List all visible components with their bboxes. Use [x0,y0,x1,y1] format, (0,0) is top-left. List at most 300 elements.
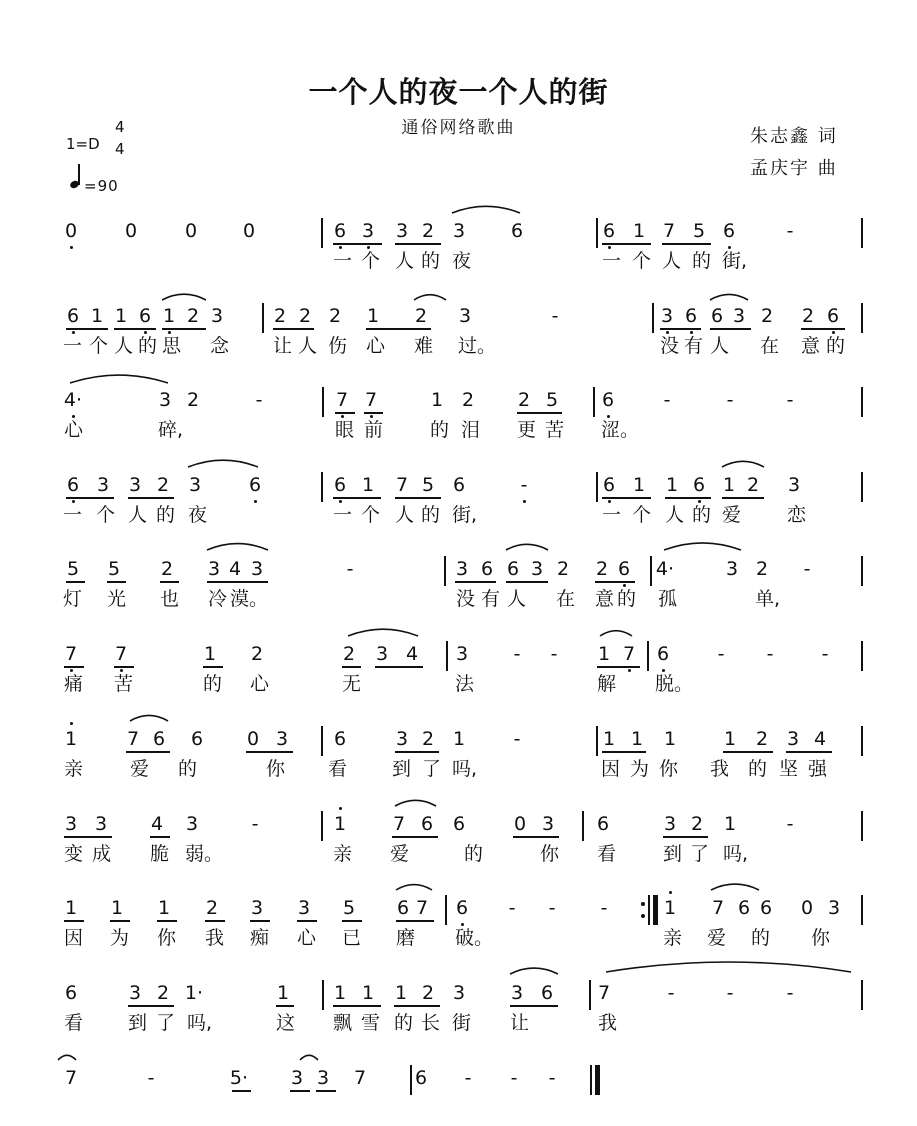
score-note: 2 [186,389,200,411]
score-note: 5 [342,897,356,919]
score-note: 7 [353,1067,367,1089]
beam-underline [506,581,548,583]
lyric-syllable: 的 [692,250,712,272]
score-note: 2 [298,305,312,327]
lyric-syllable: 的 [430,419,450,441]
score-note: 6 [396,897,410,919]
lyric-syllable: 让 [273,335,293,357]
score-note: 3 [660,305,674,327]
score-note: 3 [787,474,801,496]
octave-dot-below [832,331,835,334]
bar-line [321,472,323,502]
lyric-syllable: 雪 [361,1012,381,1034]
score-note: 0 [246,728,260,750]
octave-dot-below [168,331,171,334]
beam-underline [157,920,177,922]
beam-underline [162,328,206,330]
score-note: 6 [826,305,840,327]
beam-underline [64,920,84,922]
tie-slur [70,375,168,383]
lyric-syllable: 有 [481,588,501,610]
score-note: 1 [723,728,737,750]
score-note: 6 [759,897,773,919]
final-thin-bar [590,1065,592,1095]
lyric-syllable: 的 [464,843,484,865]
bar-line [410,1065,412,1095]
repeat-thin-bar [648,895,650,925]
tie-slur [510,968,558,974]
lyric-syllable: 个 [361,250,381,272]
score-note: 6 [722,220,736,242]
score-note: 1 [630,728,644,750]
bar-line [861,811,863,841]
score-note: 0 [800,897,814,919]
score-note: 4 [813,728,827,750]
score-note: 6 [656,643,670,665]
score-note: 6 [602,474,616,496]
repeat-dot [641,914,645,918]
lyric-syllable: 你 [811,927,831,949]
lyric-syllable: 飘 [333,1012,353,1034]
octave-dot-below [120,669,123,672]
score-note: 2 [156,474,170,496]
score-note: 3 [250,897,264,919]
score-note: 2 [250,643,264,665]
score-note: 4 [150,813,164,835]
lyric-syllable: 人 [114,335,134,357]
lyric-syllable: 人 [507,588,527,610]
lyric-syllable: 无 [342,673,362,695]
tie-slur [664,543,741,550]
tie-slur [710,294,748,300]
score-note: - [726,389,734,411]
lyric-syllable: 长 [421,1012,441,1034]
beam-underline [366,328,431,330]
beam-underline [66,497,114,499]
score-note: 5 [66,558,80,580]
score-note: 3 [297,897,311,919]
composer-credit: 孟庆宇 曲 [750,158,838,179]
score-note: 2 [414,305,428,327]
beam-underline [205,920,225,922]
score-note: 3 [361,220,375,242]
score-note: 2 [186,305,200,327]
octave-dot-below [698,500,701,503]
score-note: - [786,813,794,835]
final-thick-bar [595,1065,600,1095]
tie-slur [348,629,418,636]
tie-slur [300,1055,318,1060]
lyric-syllable: 我 [710,758,730,780]
score-note: 6 [152,728,166,750]
beam-underline [455,581,496,583]
lyric-syllable: 的 [826,335,846,357]
score-note: 1 [333,982,347,1004]
beam-underline [150,836,170,838]
octave-dot-below [690,331,693,334]
tie-slur [452,206,520,213]
lyric-syllable: 个 [89,335,109,357]
score-note: 6 [452,813,466,835]
octave-dot-below [662,669,665,672]
score-note: 6 [333,220,347,242]
lyric-syllable: 强 [808,758,828,780]
octave-dot-below [666,331,669,334]
score-note: 2 [421,728,435,750]
lyric-syllable: 的 [421,504,441,526]
bar-line [589,980,591,1010]
lyric-syllable: 意 [595,588,615,610]
quarter-note-stem [78,164,80,185]
lyric-syllable: 心 [250,673,270,695]
beam-underline [375,666,423,668]
lyric-syllable: 一 [602,250,622,272]
lyric-syllable: 到 [128,1012,148,1034]
score-note: 2 [755,728,769,750]
score-note: 0 [184,220,198,242]
beam-underline [602,751,646,753]
lyric-syllable: 的 [394,1012,414,1034]
score-note: - [513,643,521,665]
bar-line [861,218,863,248]
score-note: 2 [556,558,570,580]
score-note: 3 [185,813,199,835]
score-note: 7 [622,643,636,665]
score-note: 2 [595,558,609,580]
lyric-syllable: 的 [748,758,768,780]
beam-underline [394,1005,440,1007]
lyric-syllable: 已 [342,927,362,949]
score-note: 2 [342,643,356,665]
lyric-syllable: 一 [333,250,353,272]
score-note: 2 [755,558,769,580]
score-note: - [600,897,608,919]
lyric-syllable: 为 [110,927,130,949]
lyric-syllable: 解 [597,673,617,695]
score-note: 3 [458,305,472,327]
lyric-syllable: 到 [392,758,412,780]
score-note: - [510,1067,518,1089]
octave-dot-below [72,500,75,503]
octave-dot-below [254,500,257,503]
score-note: 2 [328,305,342,327]
lyric-syllable: 到 [663,843,683,865]
beam-underline [246,751,293,753]
lyric-syllable: 恋 [787,504,807,526]
score-note: 2 [421,220,435,242]
tie-slur [130,715,168,721]
lyric-syllable: 变 [64,843,84,865]
song-subtitle: 通俗网络歌曲 [401,118,516,138]
beam-underline [335,412,355,414]
beam-underline [297,920,317,922]
score-note: - [663,389,671,411]
score-note: 3 [663,813,677,835]
score-note: 6 [602,220,616,242]
score-note: 1 [452,728,466,750]
score-note: 2 [801,305,815,327]
lyric-syllable: 人 [128,504,148,526]
score-note: 6 [601,389,615,411]
beam-underline [207,581,268,583]
beam-underline [333,243,382,245]
bar-line [861,387,863,417]
score-note: 6 [455,897,469,919]
beam-underline [597,666,640,668]
lyric-syllable: 的 [421,250,441,272]
octave-dot-below [728,246,731,249]
lyric-syllable: 人 [665,504,685,526]
score-note: 3 [375,643,389,665]
lyricist-credit: 朱志鑫 词 [750,126,838,147]
score-note: 2 [690,813,704,835]
beam-underline [114,328,156,330]
lyric-syllable: 一 [602,504,622,526]
score-note: 6 [64,982,78,1004]
lyric-syllable: 在 [556,588,576,610]
bar-line [861,303,863,333]
lyric-syllable: 人 [395,504,415,526]
tie-slur [414,295,446,300]
bar-line [596,218,598,248]
lyric-syllable: 街, [452,504,478,526]
score-note: 3 [128,982,142,1004]
lyric-syllable: 亲 [663,927,683,949]
score-note: 3 [455,558,469,580]
lyric-syllable: 法 [455,673,475,695]
beam-underline [333,1005,381,1007]
beam-underline [342,920,362,922]
lyric-syllable: 眼 [335,419,355,441]
score-note: - [551,305,559,327]
score-note: 1 [276,982,290,1004]
octave-dot-below [608,246,611,249]
bar-line [861,556,863,586]
lyric-syllable: 人 [710,335,730,357]
score-note: 1 [361,982,375,1004]
repeat-thick-bar [653,895,658,925]
score-note: 1 [723,813,737,835]
beam-underline [232,1090,251,1092]
lyric-syllable: 伤 [328,335,348,357]
score-note: 6 [420,813,434,835]
beam-underline [110,920,130,922]
key-signature: 1=D [66,135,100,153]
score-note: - [786,220,794,242]
lyric-syllable: 冷 [208,588,228,610]
octave-dot-above [669,891,672,894]
score-note: 1 [90,305,104,327]
lyric-syllable: 一 [333,504,353,526]
beam-underline [513,836,559,838]
bar-line [322,980,324,1010]
score-note: 2 [273,305,287,327]
lyric-syllable: 有 [684,335,704,357]
repeat-dot [641,902,645,906]
score-note: - [251,813,259,835]
beam-underline [786,751,832,753]
score-note: 7 [711,897,725,919]
score-note: 1 [162,305,176,327]
score-note: 3 [64,813,78,835]
lyric-syllable: 一 [63,335,83,357]
lyric-syllable: 夜 [452,250,472,272]
lyric-syllable: 坚 [779,758,799,780]
octave-dot-below [70,669,73,672]
lyric-syllable: 爱 [130,758,150,780]
beam-underline [663,836,708,838]
score-note: 3 [94,813,108,835]
lyric-syllable: 个 [361,504,381,526]
lyric-syllable: 爱 [390,843,410,865]
lyric-syllable: 这 [276,1012,296,1034]
score-note: 6 [414,1067,428,1089]
beam-underline [595,581,635,583]
lyric-syllable: 让 [510,1012,530,1034]
lyric-syllable: 了 [156,1012,176,1034]
beam-underline [395,497,441,499]
lyric-syllable: 因 [64,927,84,949]
bar-line [861,641,863,671]
octave-dot-below [339,500,342,503]
score-note: 6 [248,474,262,496]
bar-line [322,387,324,417]
beam-underline [64,836,112,838]
beam-underline [517,412,562,414]
score-note: - [508,897,516,919]
score-note: 1 [602,728,616,750]
score-note: 3 [96,474,110,496]
tie-slur [395,800,436,806]
beam-underline [273,328,314,330]
octave-dot-below [144,331,147,334]
beam-underline [602,243,651,245]
octave-dot-below [523,500,526,503]
score-note: 4 [405,643,419,665]
octave-dot-below [370,415,373,418]
bar-line [582,811,584,841]
beam-underline [710,328,751,330]
score-note: 3 [395,728,409,750]
lyric-syllable: 的 [751,927,771,949]
beam-underline [128,497,174,499]
score-note: - [726,982,734,1004]
lyric-syllable: 难 [414,335,434,357]
score-note: 7 [64,1067,78,1089]
bar-line [652,303,654,333]
beam-underline [114,666,134,668]
score-note: 7 [126,728,140,750]
score-note: 1 [430,389,444,411]
score-note: 6 [596,813,610,835]
score-note: - [766,643,774,665]
score-note: 6 [710,305,724,327]
score-note: 3 [188,474,202,496]
lyric-syllable: 吗, [452,758,478,780]
lyric-syllable: 爱 [707,927,727,949]
lyric-syllable: 痛 [64,673,84,695]
lyric-syllable: 街, [722,250,748,272]
score-note: 4· [655,558,675,580]
score-note: 7 [114,643,128,665]
bar-line [593,387,595,417]
lyric-syllable: 磨 [396,927,416,949]
score-note: 0 [64,220,78,242]
score-note: 2 [421,982,435,1004]
bar-line [861,472,863,502]
score-note: 3 [275,728,289,750]
octave-dot-below [339,246,342,249]
lyric-syllable: 亲 [64,758,84,780]
score-note: 3 [290,1067,304,1089]
beam-underline [392,836,438,838]
bar-line [444,556,446,586]
bar-line [647,641,649,671]
lyric-syllable: 的 [692,504,712,526]
beam-underline [316,1090,336,1092]
score-note: 6 [480,558,494,580]
octave-dot-above [70,722,73,725]
score-note: 6 [540,982,554,1004]
octave-dot-below [341,415,344,418]
tie-slur [600,631,632,636]
lyric-syllable: 我 [205,927,225,949]
lyric-syllable: 你 [266,758,286,780]
beam-underline [250,920,270,922]
beam-underline [723,751,773,753]
lyric-syllable: 光 [107,588,127,610]
score-note: 7 [364,389,378,411]
score-note: - [520,474,528,496]
score-note: 3 [827,897,841,919]
octave-dot-below [461,923,464,926]
lyric-syllable: 更 [517,419,537,441]
score-note: - [346,558,354,580]
score-note: 1 [632,220,646,242]
lyric-syllable: 看 [328,758,348,780]
score-note: 5 [421,474,435,496]
score-note: 3 [128,474,142,496]
beam-underline [126,751,170,753]
lyric-syllable: 个 [96,504,116,526]
score-note: 1 [722,474,736,496]
lyric-syllable: 心 [297,927,317,949]
lyric-syllable: 街 [452,1012,472,1034]
lyric-syllable: 因 [601,758,621,780]
beam-underline [160,581,179,583]
lyric-syllable: 吗, [723,843,749,865]
lyric-syllable: 孤 [658,588,678,610]
score-note: 1 [361,474,375,496]
lyric-syllable: 你 [157,927,177,949]
lyric-syllable: 在 [760,335,780,357]
score-note: 1 [663,897,677,919]
score-note: 6 [138,305,152,327]
lyric-syllable: 单, [755,588,781,610]
lyric-syllable: 痴 [250,927,270,949]
score-note: 2 [746,474,760,496]
lyric-syllable: 漠。 [230,588,269,610]
lyric-syllable: 意 [801,335,821,357]
lyric-syllable: 也 [160,588,180,610]
octave-dot-above [339,807,342,810]
score-note: 6 [617,558,631,580]
score-note: - [548,1067,556,1089]
score-note: 6 [452,474,466,496]
score-note: 1 [64,728,78,750]
beam-underline [660,328,701,330]
lyric-syllable: 心 [64,419,84,441]
